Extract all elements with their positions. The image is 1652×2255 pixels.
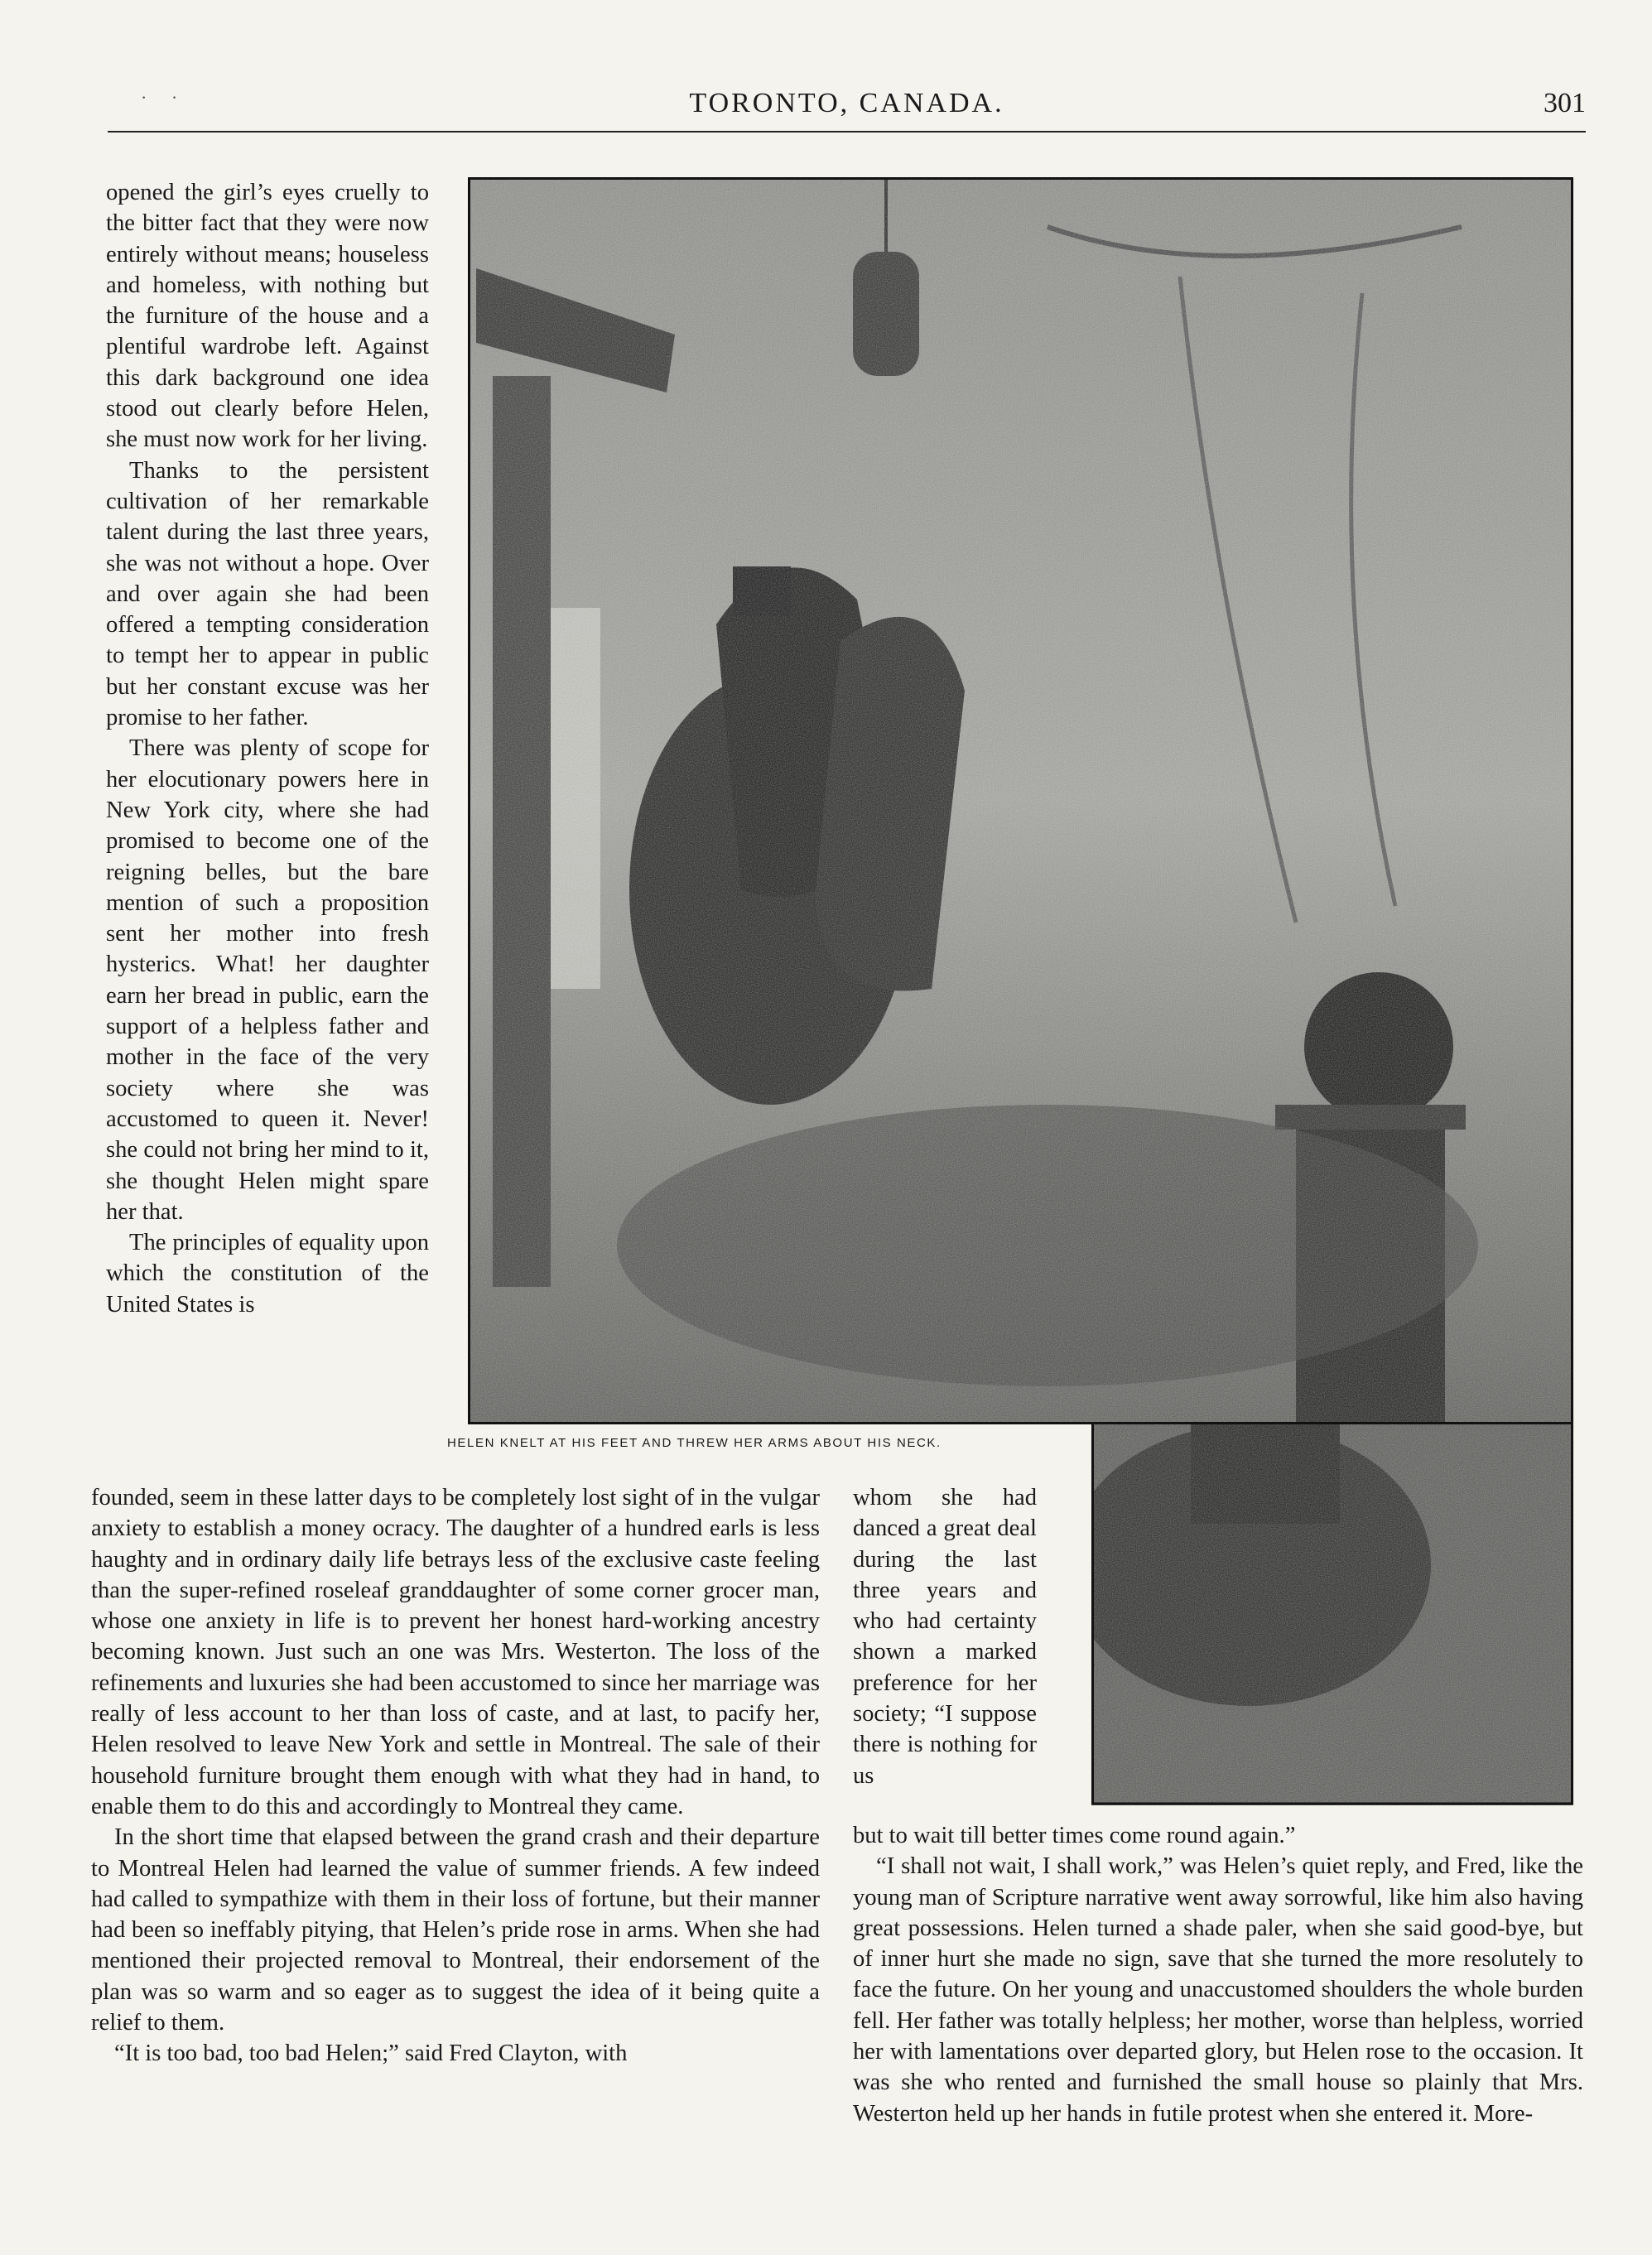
running-head — [108, 81, 1586, 133]
paragraph: whom she had danced a great deal during the last three years and who had certainty shown a marked preference for her society; “I suppose there is nothing for us — [853, 1485, 1037, 1789]
paragraph: Thanks to the persistent cultivation of her remarkable talent during the last three years, she was not without a hope. Over and over again she had been offered a tempting consideration to tempt her to appear in public but her constant excuse was her promise to her father. — [106, 457, 429, 731]
paragraph: founded, seem in these latter days to be completely lost sight of in the vulgar anxiety to establish a money ocracy. The daughter of a hundred earls is less haughty and in ordinary daily life betrays less of the exclusive caste feeling than the super-refined roseleaf granddaughter of some corner grocer man, whose one anxiety in life is to prevent her honest hard-working ancestry becoming known. Just such an one was Mrs. Westerton. The loss of the refinements and luxuries she had been accustomed to since her marriage was really of less account to her than loss of caste, and at last, to pacify her, Helen resolved to leave New York and settle in Montreal. The sale of their household furniture brought them enough with what they had in hand, to enable them to do this and accordingly to Montreal they came. — [91, 1485, 820, 1819]
running-title: TORONTO, CANADA. — [689, 88, 1004, 118]
left-column-text — [106, 177, 429, 1320]
paragraph: In the short time that elapsed between the grand crash and their departure to Montreal Helen had learned the value of summer friends. A few indeed had called to sympathize with them in their loss of fortune, but their manner had been so ineffably pitying, that Helen’s pride rose in arms. When she had mentioned their projected removal to Montreal, their endorsement of the plan was so warm and so eager as to suggest the idea of it being quite a relief to them. — [91, 1824, 820, 2036]
illustration-caption: HELEN KNELT AT HIS FEET AND THREW HER ARMS ABOUT HIS NECK. — [447, 1436, 942, 1450]
paragraph: but to wait till better times come round again.” — [853, 1823, 1296, 1848]
paragraph: “I shall not wait, I shall work,” was Helen’s quiet reply, and Fred, like the young man of Scripture narrative went away sorrowful, like him also having great possessions. Helen turned a shade paler, when she said good-bye, but of inner hurt she made no sign, save that she turned the more resolutely to face the future. On her young and unaccustomed shoulders the whole burden fell. Her father was totally helpless; her mother, worse than helpless, worried her with lamentations over departed glory, but Helen rose to the occasion. It was she who rented and furnished the small house so plainly that Mrs. Westerton held up her hands in futile protest when she entered it. More- — [853, 1853, 1583, 2127]
engraving-scene — [468, 177, 1573, 1424]
printer-ornament: · · — [141, 87, 188, 108]
paragraph: The principles of equality upon which the constitution of the United States is — [106, 1230, 429, 1318]
paragraph: There was plenty of scope for her elocutionary powers here in New York city, where she had promised to become one of the reigning belles, but the bare mention of such a proposition sent her mother into fresh hysterics. What! her daughter earn her bread in public, earn the support of a helpless father and mother in the face of the very society where she was accustomed to queen it. Never! she could not bring her mind to it, she thought Helen might spare her that. — [106, 735, 429, 1225]
page-number: 301 — [1544, 88, 1586, 118]
engraving-illustration-lower — [1091, 1424, 1573, 1805]
beside-illustration-text — [853, 1482, 1037, 1791]
engraving-scene-lower — [1091, 1424, 1573, 1805]
engraving-illustration — [468, 177, 1573, 1424]
bottom-left-text — [91, 1482, 820, 2069]
paragraph: opened the girl’s eyes cruelly to the bitter fact that they were now entirely without means; houseless and homeless, with nothing but the furniture of the house and a plentiful wardrobe left. Against this dark background one idea stood out clearly before Helen, she must now work for her living. — [106, 180, 429, 453]
paragraph: “It is too bad, too bad Helen;” said Fred Clayton, with — [114, 2041, 628, 2067]
bottom-right-text — [853, 1820, 1583, 2129]
